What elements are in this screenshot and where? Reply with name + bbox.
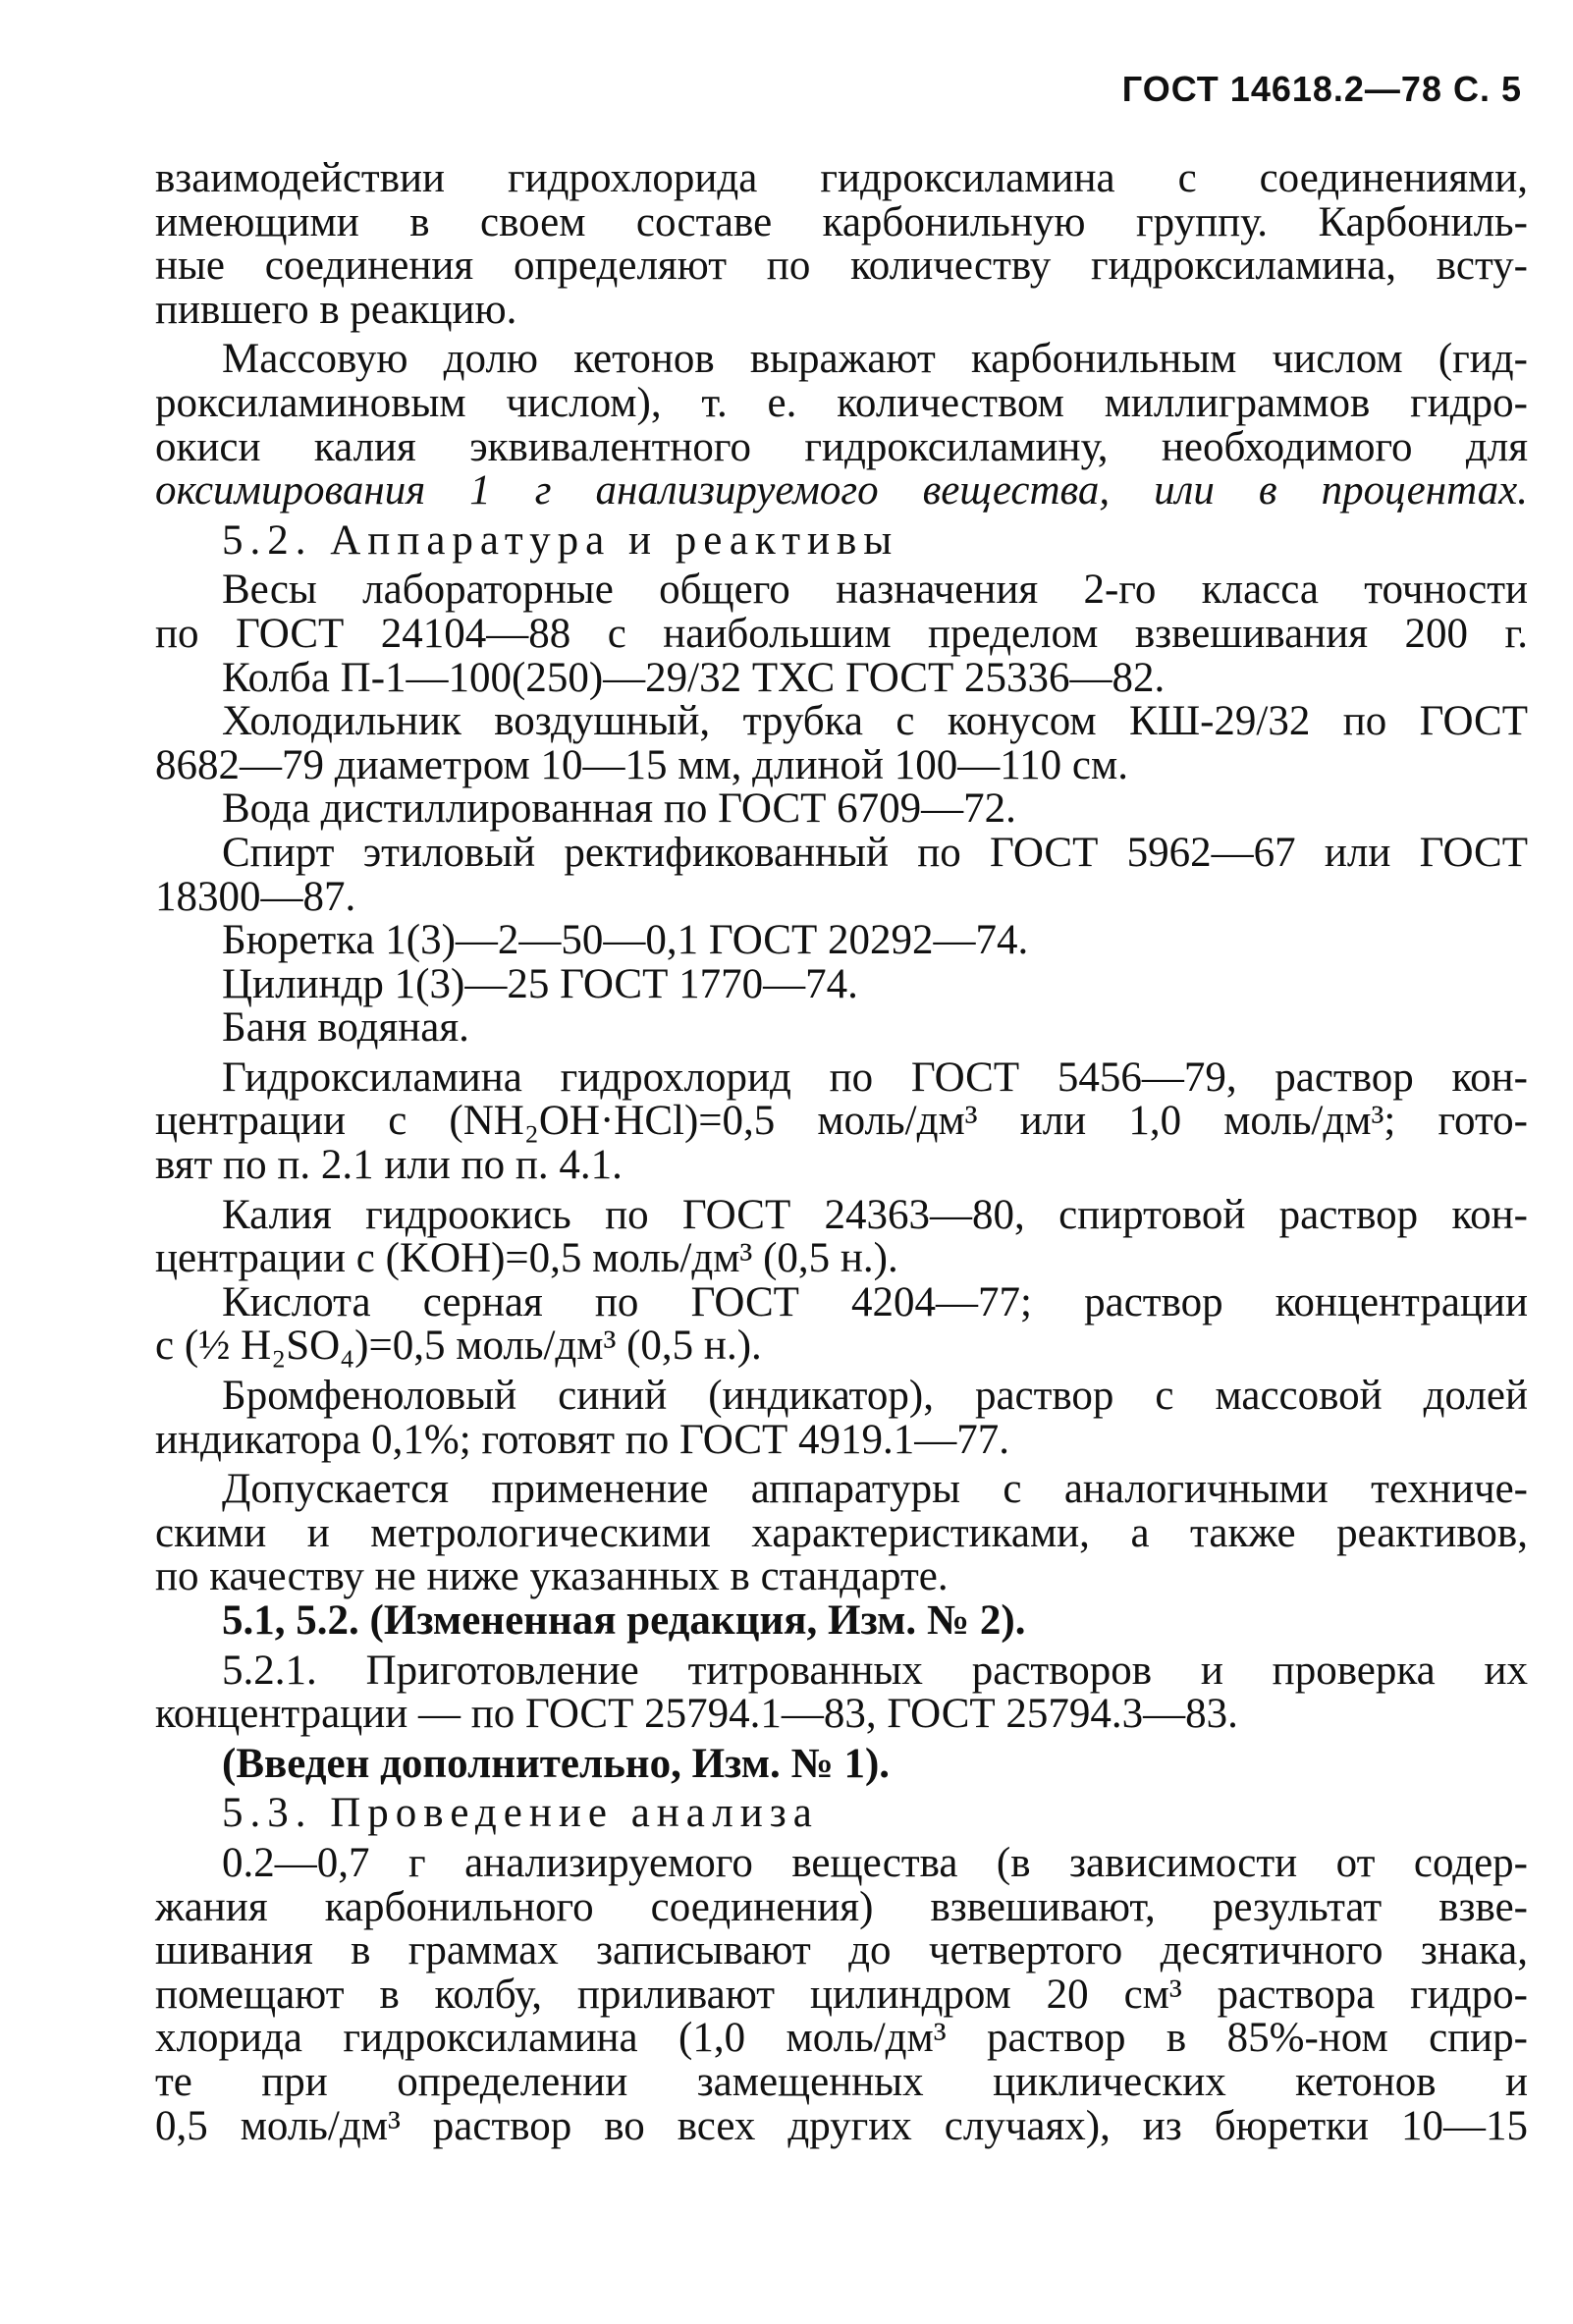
- text-line: по ГОСТ 24104—88 с наибольшим пределом взвешивания 200 г.: [155, 610, 1528, 657]
- text-line: Калия гидроокись по ГОСТ 24363—80, спиртовой раствор кон-: [222, 1191, 1528, 1238]
- text-line: имеющими в своем составе карбонильную группу. Карбониль-: [155, 198, 1528, 245]
- text-line: Бромфеноловый синий (индикатор), раствор с массовой долей: [222, 1373, 1528, 1420]
- text-line: 5.2.1. Приготовление титрованных растворов и проверка их: [222, 1647, 1528, 1694]
- text-line: ные соединения определяют по количеству гидроксиламина, всту-: [155, 243, 1528, 290]
- amendment-note: (Введен дополнительно, Изм. № 1).: [222, 1740, 891, 1787]
- text-line: окиси калия эквивалентного гидроксиламину, необходимого для: [155, 423, 1528, 470]
- section-heading: 5.2. Аппаратура и реактивы: [222, 516, 899, 564]
- text-line: центрации с (NH₂OH·HCl)=0,5 моль/дм³ или 1,0 моль/дм³; гото-: [155, 1098, 1528, 1145]
- text-line: с (½ H₂SO₄)=0,5 моль/дм³ (0,5 н.).: [155, 1323, 762, 1370]
- text-line: Колба П-1—100(250)—29/32 ТХС ГОСТ 25336—82.: [222, 654, 1166, 701]
- text-line: Весы лабораторные общего назначения 2-го класса точности: [222, 567, 1528, 614]
- text-line: скими и метрологическими характеристиками, а также реактивов,: [155, 1509, 1528, 1556]
- text-line: 8682—79 диаметром 10—15 мм, длиной 100—110 см.: [155, 741, 1128, 788]
- text-line: Бюретка 1(3)—2—50—0,1 ГОСТ 20292—74.: [222, 917, 1029, 964]
- section-heading: 5.3. Проведение анализа: [222, 1790, 819, 1837]
- text-line: Кислота серная по ГОСТ 4204—77; раствор концентрации: [222, 1278, 1528, 1325]
- text-line: хлорида гидроксиламина (1,0 моль/дм³ раствор в 85%-ном спир-: [155, 2015, 1528, 2062]
- text-line: 0,5 моль/дм³ раствор во всех других случаях), из бюретки 10—15: [155, 2102, 1528, 2149]
- text-line: Массовую долю кетонов выражают карбонильным числом (гид-: [222, 336, 1528, 383]
- text-line: Вода дистиллированная по ГОСТ 6709—72.: [222, 785, 1016, 833]
- text-line: жания карбонильного соединения) взвешивают, результат взве-: [155, 1883, 1528, 1930]
- amendment-note: 5.1, 5.2. (Измененная редакция, Изм. № 2).: [222, 1597, 1026, 1644]
- document-body: [155, 157, 1528, 2148]
- text-line: роксиламиновым числом), т. е. количеством миллиграммов гидро-: [155, 379, 1528, 426]
- text-line: взаимодействии гидрохлорида гидроксиламина с соединениями,: [155, 155, 1528, 201]
- running-head: ГОСТ 14618.2—78 С. 5: [1121, 69, 1522, 109]
- text-line: пившего в реакцию.: [155, 286, 517, 333]
- text-line: Баня водяная.: [222, 1004, 469, 1052]
- text-line: Холодильник воздушный, трубка с конусом КШ-29/32 по ГОСТ: [222, 698, 1528, 745]
- text-line: вят по п. 2.1 или по п. 4.1.: [155, 1142, 623, 1189]
- text-line: 18300—87.: [155, 873, 356, 920]
- text-line: концентрации — по ГОСТ 25794.1—83, ГОСТ 25794.3—83.: [155, 1691, 1238, 1738]
- text-line: индикатора 0,1%; готовят по ГОСТ 4919.1—77.: [155, 1416, 1010, 1463]
- text-line: те при определении замещенных циклических кетонов и: [155, 2058, 1528, 2105]
- text-line: 0.2—0,7 г анализируемого вещества (в зависимости от содер-: [222, 1839, 1528, 1886]
- text-line: помещают в колбу, приливают цилиндром 20 см³ раствора гидро-: [155, 1971, 1528, 2018]
- text-line: Допускается применение аппаратуры с аналогичными техниче-: [222, 1466, 1528, 1513]
- text-line: по качеству не ниже указанных в стандарте.: [155, 1553, 949, 1600]
- text-line: шивания в граммах записывают до четвертого десятичного знака,: [155, 1927, 1528, 1974]
- text-line: Спирт этиловый ректификованный по ГОСТ 5962—67 или ГОСТ: [222, 829, 1528, 876]
- text-line: Цилиндр 1(3)—25 ГОСТ 1770—74.: [222, 960, 858, 1007]
- text-line: оксимирования 1 г анализируемого вещества, или в процентах.: [155, 467, 1528, 514]
- text-line: центрации с (KOH)=0,5 моль/дм³ (0,5 н.).: [155, 1235, 898, 1282]
- text-line: Гидроксиламина гидрохлорид по ГОСТ 5456—79, раствор кон-: [222, 1054, 1528, 1101]
